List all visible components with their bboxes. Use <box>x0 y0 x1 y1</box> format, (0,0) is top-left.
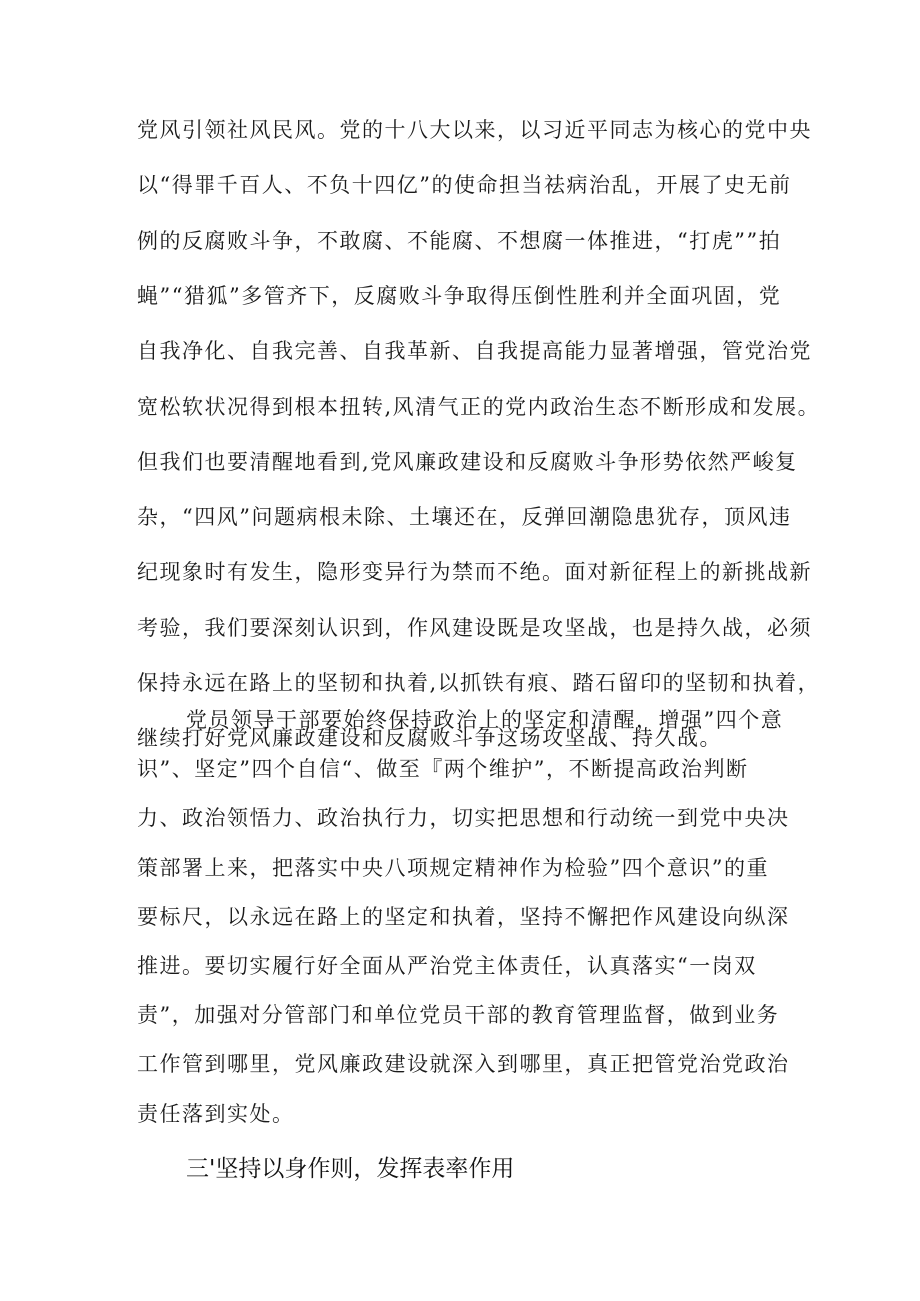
paragraph-1-line: 但我们也要清醒地看到,党风廉政建设和反腐败斗争形势依然严峻复 <box>137 449 798 474</box>
paragraph-2-line: 责”，加强对分管部门和单位党员干部的教育管理监督，做到业务 <box>137 1003 780 1028</box>
paragraph-2-line: 党员领导干部要始终保持政治上的坚定和清醒，增强”四个意 <box>186 708 784 732</box>
paragraph-1-line: 以“得罪千百人、不负十四亿”的使命担当祛病治乱，开展了史无前 <box>137 173 792 198</box>
paragraph-1-line: 自我净化、自我完善、自我革新、自我提高能力显著增强，管党治党 <box>137 339 812 364</box>
paragraph-1-line: 纪现象时有发生，隐形变异行为禁而不绝。面对新征程上的新挑战新 <box>137 560 812 585</box>
paragraph-2-line: 要标尺，以永远在路上的坚定和执着，坚持不懈把作风建设向纵深 <box>137 904 790 929</box>
paragraph-2-line: 推进。要切实履行好全面从严治党主体责任，认真落实“一岗双 <box>137 954 757 978</box>
paragraph-1-line: 例的反腐败斗争，不敢腐、不能腐、不想腐一体推进，“打虎””拍 <box>137 228 782 253</box>
paragraph-2-line: 工作管到哪里，党风廉政建设就深入到哪里，真正把管党治党政治 <box>137 1052 790 1077</box>
paragraph-1-line: 杂，“四风”问题病根未除、土壤还在，反弹回潮隐患犹存，顶风违 <box>137 505 792 530</box>
paragraph-2-line: 策部署上来，把落实中央八项规定精神作为检验”四个意识”的重 <box>137 855 769 880</box>
paragraph-2-line: 力、政治领悟力、政治执行力，切实把思想和行动统一到党中央决 <box>137 806 790 831</box>
paragraph-1-line: 继续打好党风廉政建设和反腐败斗争这场攻坚战、持久战。 <box>137 726 722 751</box>
paragraph-1-line: 保持永远在路上的坚韧和执着,以抓铁有痕、踏石留印的坚韧和执着， <box>137 671 821 695</box>
paragraph-2-line: 责任落到实处。 <box>137 1101 295 1126</box>
paragraph-1-line: 宽松软状况得到根本扭转,风清气正的党内政治生态不断形成和发展。 <box>137 394 821 419</box>
paragraph-1-line: 党风引领社风民风。党的十八大以来，以习近平同志为核心的党中央 <box>137 118 812 142</box>
paragraph-2-line: 识”、坚定”四个自信“、做至『两个维护”，不断提高政治判断 <box>137 757 749 782</box>
paragraph-1-line: 考验，我们要深刻认识到，作风建设既是攻坚战，也是持久战，必须 <box>137 615 812 640</box>
section-heading: 三'坚持以身作则，发挥表率作用 <box>186 1156 515 1182</box>
paragraph-1-line: 蝇”“猎狐”多管齐下，反腐败斗争取得压倒性胜利并全面巩固，党 <box>137 283 782 308</box>
